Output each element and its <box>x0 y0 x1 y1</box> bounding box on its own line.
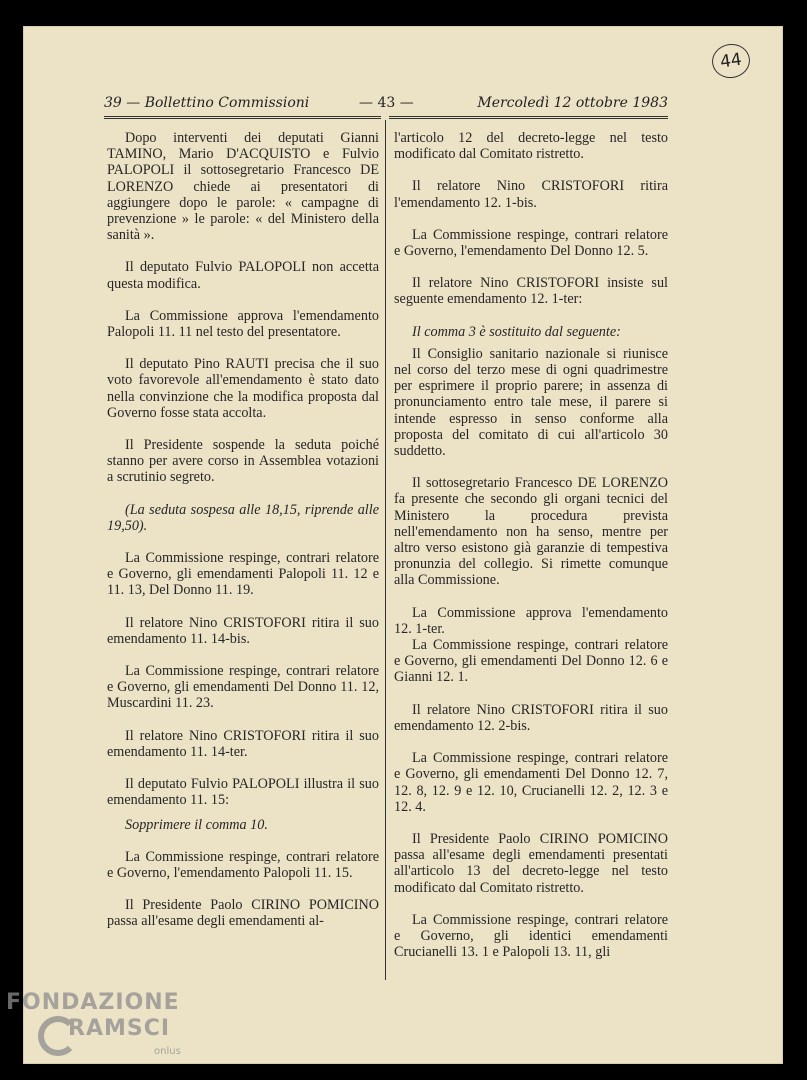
paragraph-session-note: (La seduta sospesa alle 18,15, riprende alle 19,50). <box>107 501 379 534</box>
running-header <box>104 95 668 115</box>
paragraph: Il relatore Nino CRISTOFORI ritira il suo emendamento 11. 14-bis. <box>107 614 379 647</box>
paragraph: Il relatore Nino CRISTOFORI insiste sul seguente emendamento 12. 1-ter: <box>394 275 668 308</box>
watermark-line-1: FONDAZIONE <box>6 990 180 1015</box>
paragraph: Il deputato Fulvio PALOPOLI illustra il suo emendamento 11. 15: <box>107 776 379 809</box>
paragraph: l'articolo 12 del decreto-legge nel testo modificato dal Comitato ristretto. <box>394 130 668 163</box>
paragraph: Il deputato Fulvio PALOPOLI non accetta questa modifica. <box>107 259 379 292</box>
paragraph: La Commissione respinge, contrari relatore e Governo, l'emendamento Del Donno 12. 5. <box>394 226 668 260</box>
paragraph: La Commissione respinge, contrari relatore e Governo, gli emendamenti Del Donno 11. 12, Muscardini 11. 23. <box>107 663 379 712</box>
paragraph: La Commissione respinge, contrari relatore e Governo, gli identici emendamenti Crucianelli 13. 1 e Palopoli 13. 11, gli <box>394 911 668 961</box>
paragraph: La Commissione respinge, contrari relatore e Governo, gli emendamenti Del Donno 12. 7, 12. 8, 12. 9 e 12. 10, Crucianelli 12. 2, 12. 3 e 12. 4. <box>394 750 668 815</box>
paragraph-amendment-heading: Il comma 3 è sostituito dal seguente: <box>412 323 621 340</box>
paragraph: Il Presidente Paolo CIRINO POMICINO passa all'esame degli emendamenti al- <box>107 897 379 930</box>
paragraph: Il relatore Nino CRISTOFORI ritira il suo emendamento 12. 2-bis. <box>394 701 668 734</box>
paragraph: Il sottosegretario Francesco DE LORENZO fa presente che secondo gli organi tecnici del Ministero la procedura prevista nell'emendamento non ha senso, mentre per altro verso esistono già garanzie di tempestiva pronunzia del collegio. Si rimette comunque alla Commissione. <box>394 475 668 589</box>
paragraph: La Commissione respinge, contrari relatore e Governo, l'emendamento Palopoli 11. 15. <box>107 848 379 881</box>
paragraph: Il relatore Nino CRISTOFORI ritira il suo emendamento 11. 14-ter. <box>107 727 379 760</box>
watermark-line-3: onlus <box>154 1046 181 1057</box>
paragraph: Dopo interventi dei deputati Gianni TAMINO, Mario D'ACQUISTO e Fulvio PALOPOLI il sottosegretario Francesco DE LORENZO chiede ai presentatori di aggiungere dopo le parole: « campagne di prevenzione » le parole: « del Ministero della sanità ». <box>107 130 379 244</box>
paragraph: Il relatore Nino CRISTOFORI ritira l'emendamento 12. 1-bis. <box>394 178 668 211</box>
handwritten-page-number: 44 <box>710 42 752 81</box>
paragraph: La Commissione approva l'emendamento Palopoli 11. 11 nel testo del presentatore. <box>107 307 379 341</box>
paragraph-amendment-text: Il Consiglio sanitario nazionale si riunisce nel corso del terzo mese di ogni quadrimestre per esprimere il proprio parere; in assenza di pronunciamento entro tale mese, il parere si intende espresso in senso conforme alla proposta del comitato di cui all'articolo 30 suddetto. <box>394 345 668 460</box>
header-date: Mercoledì 12 ottobre 1983 <box>477 95 668 111</box>
fondazione-gramsci-watermark <box>6 990 206 1070</box>
header-page-number: — 43 — <box>359 95 414 111</box>
watermark-line-2: RAMSCI <box>68 1016 171 1041</box>
paragraph: Il Presidente Paolo CIRINO POMICINO passa all'esame degli emendamenti presentati all'articolo 13 del decreto-legge nel testo modificato dal Comitato ristretto. <box>394 830 668 896</box>
paragraph: La Commissione respinge, contrari relatore e Governo, gli emendamenti Palopoli 11. 12 e 11. 13, Del Donno 11. 19. <box>107 550 379 599</box>
header-publication: 39 — Bollettino Commissioni <box>104 95 310 111</box>
paragraph: Il deputato Pino RAUTI precisa che il suo voto favorevole all'emendamento è stato dato nella convinzione che la modifica proposta dal Governo fosse stata accolta. <box>107 356 379 421</box>
paragraph: La Commissione respinge, contrari relatore e Governo, gli emendamenti Del Donno 12. 6 e Gianni 12. 1. <box>394 637 668 686</box>
paragraph: Il Presidente sospende la seduta poiché stanno per avere corso in Assemblea votazioni a scrutinio segreto. <box>107 437 379 486</box>
column-divider <box>385 120 386 980</box>
paragraph: La Commissione approva l'emendamento 12. 1-ter. <box>394 604 668 637</box>
header-rule-right <box>389 116 668 119</box>
left-column <box>107 130 379 946</box>
paragraph-amendment-text: Sopprimere il comma 10. <box>125 816 268 833</box>
header-rule-left <box>104 116 381 119</box>
right-column <box>394 130 668 976</box>
